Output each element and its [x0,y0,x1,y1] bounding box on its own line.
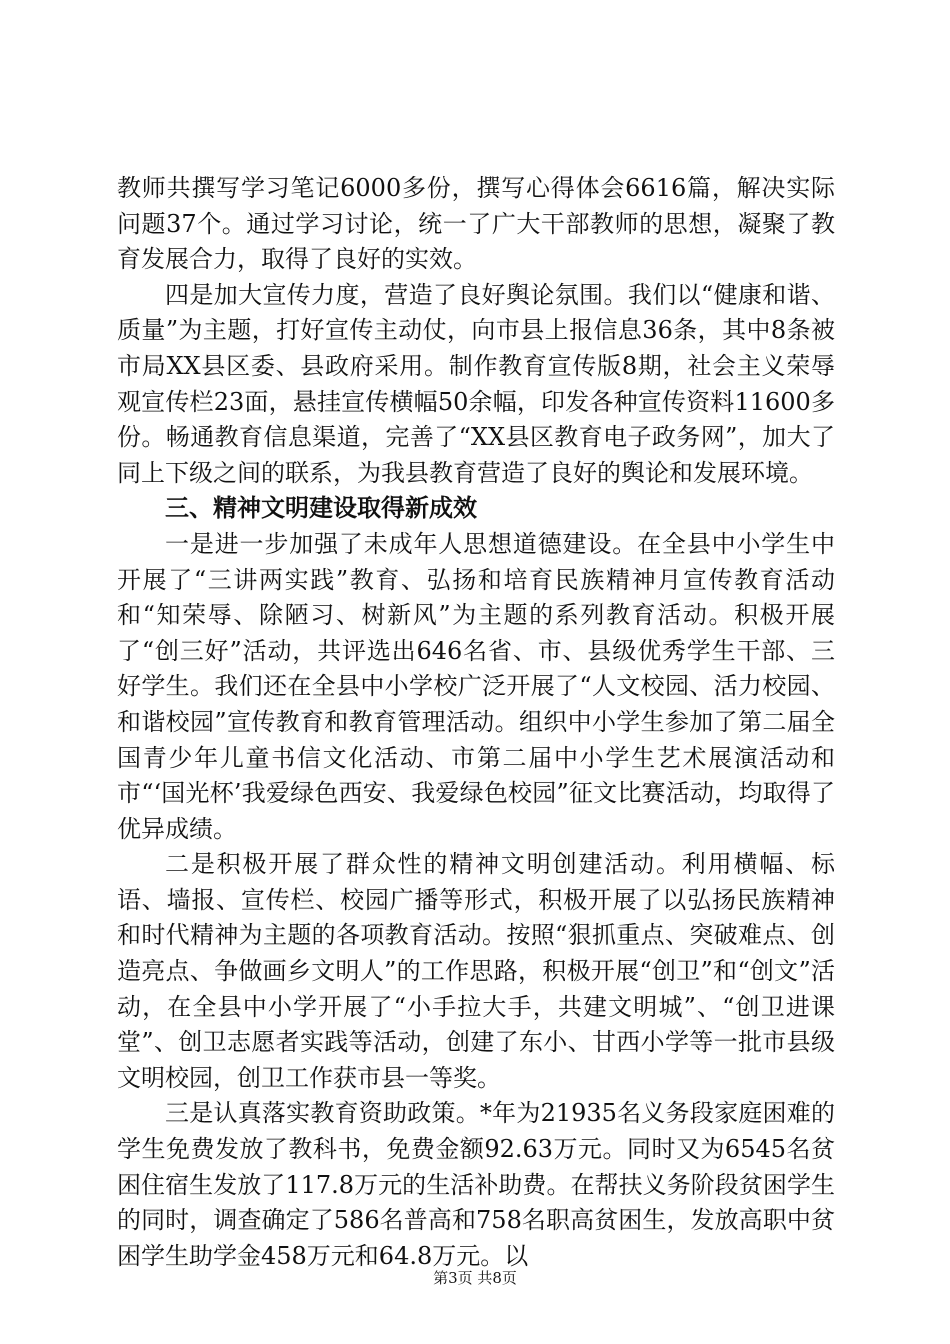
paragraph-mass-activities: 二是积极开展了群众性的精神文明创建活动。利用横幅、标语、墙报、宣传栏、校园广播等形式，积极开展了以弘扬民族精神和时代精神为主题的各项教育活动。按照“狠抓重点、突破难点、创造亮点、争做画乡文明人”的工作思路，积极开展“创卫”和“创文”活动，在全县中小学开展了“小手拉大手，共建文明城”、“创卫进课堂”、创卫志愿者实践等活动，创建了东小、甘西小学等一批市县级文明校园，创卫工作获市县一等奖。 [117,850,835,1092]
page-footer: 第3页 共8页 [433,1269,517,1287]
document-body [117,171,835,1274]
paragraph-aid-policy: 三是认真落实教育资助政策。*年为21935名义务段家庭困难的学生免费发放了教科书，免费金额92.63万元。同时又为6545名贫困住宿生发放了117.8万元的生活补助费。在帮扶义务阶段贫困学生的同时，调查确定了586名普高和758名职高贫困生，发放高职中贫困学生助学金458万元和64.8万元。以 [117,1099,835,1270]
paragraph-publicity: 四是加大宣传力度，营造了良好舆论氛围。我们以“健康和谐、质量”为主题，打好宣传主动仗，向市县上报信息36条，其中8条被市局XX县区委、县政府采用。制作教育宣传版8期，社会主义荣辱观宣传栏23面，悬挂宣传横幅50余幅，印发各种宣传资料11600多份。畅通教育信息渠道，完善了“XX县区教育电子政务网”，加大了同上下级之间的联系，为我县教育营造了良好的舆论和发展环境。 [117,280,835,487]
paragraph-minors: 一是进一步加强了未成年人思想道德建设。在全县中小学生中开展了“三讲两实践”教育、弘扬和培育民族精神月宣传教育活动和“知荣辱、除陋习、树新风”为主题的系列教育活动。积极开展了“创三好”活动，共评选出646名省、市、县级优秀学生干部、三好学生。我们还在全县中小学校广泛开展了“人文校园、活力校园、和谐校园”宣传教育和教育管理活动。组织中小学生参加了第二届全国青少年儿童书信文化活动、市第二届中小学生艺术展演活动和市“‘国光杯’我爱绿色西安、我爱绿色校园”征文比赛活动，均取得了优异成绩。 [117,529,835,843]
paragraph-continued: 教师共撰写学习笔记6000多份，撰写心得体会6616篇，解决实际问题37个。通过学习讨论，统一了广大干部教师的思想，凝聚了教育发展合力，取得了良好的实效。 [117,174,835,274]
section-heading: 三、精神文明建设取得新成效 [165,494,477,523]
